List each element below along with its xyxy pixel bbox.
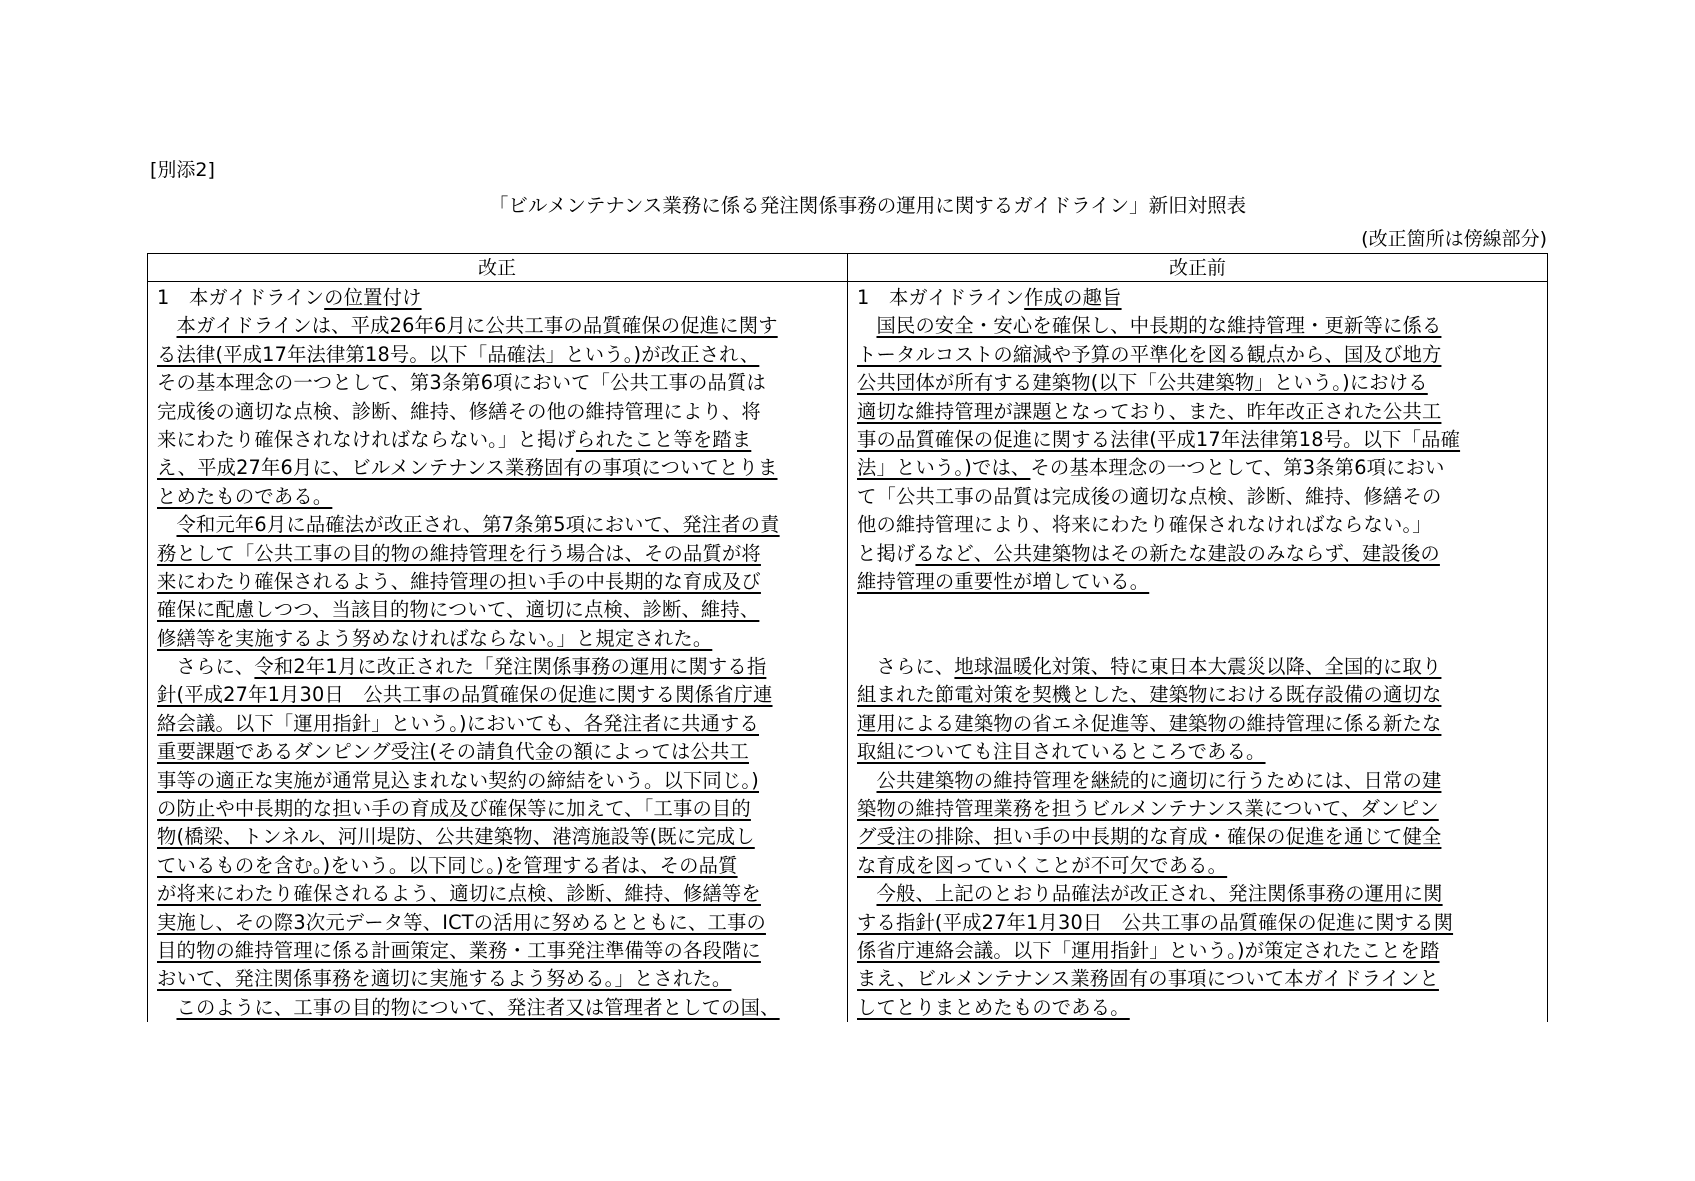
amended-text: が将来にわたり確保されるよう、適切に点検、診断、維持、修繕等を [157,882,761,906]
amended-text: 令和2年1月に改正された「発注関係事務の運用に関する指 [254,655,767,679]
column-header-revised: 改正 [477,257,516,279]
amended-text: してとりまとめたものである。 [857,995,1130,1019]
amended-text: 重要課題であるダンピング受注(その請負代金の額によっては公共工 [157,740,749,764]
text-line [157,909,837,937]
text-line [157,511,837,539]
text-line [157,568,837,596]
amended-text: 令和元年6月に品確法が改正され、第7条第5項において、発注者の責 [176,513,780,537]
text-line [857,852,1541,880]
text-line [857,398,1541,426]
amended-text: 事等の適正な実施が通常見込まれない契約の締結をいう。以下同じ。) [157,768,759,792]
amended-text: 今般、上記のとおり品確法が改正され、発注関係事務の運用に関 [876,882,1443,906]
amended-text: る法律(平成17年法律第18号。以下「品確法」という。)が改正され、 [157,342,760,366]
amended-text: 来にわたり確保されるよう、維持管理の担い手の中長期的な育成及び [157,569,761,593]
text-line [157,369,837,397]
column-header-before-revision: 改正前 [1168,257,1226,279]
text-line [857,823,1541,851]
amended-text: 本ガイドラインは、平成26年6月に公共工事の品質確保の促進に関す [176,314,778,338]
text-line [157,341,837,369]
text-segment: 来にわたり確保されなければならない。」と掲げ [157,427,576,451]
amended-text: とめたものである。 [157,484,333,508]
amended-text: 確保に配慮しつつ、当該目的物について、適切に点検、診断、維持、 [157,598,760,622]
text-line [157,483,837,511]
text-segment [857,314,876,337]
text-line [857,568,1541,596]
text-line [857,710,1541,738]
text-segment [157,996,176,1019]
amended-text: する指針(平成27年1月30日 公共工事の品質確保の促進に関する関 [857,910,1454,934]
amended-text: 絡会議。以下「運用指針」という。)においても、各発注者に共通する [157,711,759,735]
amended-text: 適切な維持管理が課題となっており、また、昨年改正された公共工 [857,399,1442,423]
text-segment [857,769,876,792]
text-line [157,540,837,568]
text-line [857,738,1541,766]
column-divider [847,253,848,1022]
text-line [157,767,837,795]
text-line [857,625,1541,653]
annex-label: [別添2] [150,159,215,181]
previous-text-column [857,284,1541,1022]
amended-text: 務として「公共工事の目的物の維持管理を行う場合は、その品質が将 [157,541,761,565]
amended-text: え、平成27年6月に、ビルメンテナンス業務固有の事項についてとりま [157,456,778,480]
revision-note: (改正箇所は傍線部分) [1361,228,1547,250]
amended-text: 物(橋梁、トンネル、河川堤防、公共建築物、港湾施設等(既に完成し [157,825,755,849]
text-line [157,965,837,993]
amended-text: の位置付け [324,286,422,309]
text-segment: さらに、 [857,655,955,679]
text-segment: その基本理念の一つとして、第3条第6項において「公共工事の品質は [157,371,766,395]
text-line [857,994,1541,1022]
text-line [157,284,837,312]
text-segment [857,882,876,905]
text-segment [157,314,176,337]
text-line [857,965,1541,993]
text-line [857,909,1541,937]
amended-text: トータルコストの縮減や予算の平準化を図る観点から、国及び地方 [857,342,1442,366]
text-segment: その基本理念の一つとして、第3条第6項におい [1030,456,1445,480]
text-line [857,937,1541,965]
text-segment: て「公共工事の品質は完成後の適切な点検、診断、維持、修繕その [857,484,1442,508]
text-segment [157,513,176,536]
header-divider [147,281,1548,282]
text-line [857,341,1541,369]
text-segment: 他の維持管理により、将来にわたり確保されなければならない。」 [857,513,1432,537]
text-line [157,880,837,908]
text-line [157,994,837,1022]
text-line [157,852,837,880]
amended-text: 運用による建築物の省エネ促進等、建築物の維持管理に係る新たな [857,711,1442,735]
text-segment: さらに、 [157,655,255,679]
text-line [157,312,837,340]
text-line [857,540,1541,568]
text-line [857,653,1541,681]
document-title: 「ビルメンテナンス業務に係る発注関係事務の運用に関するガイドライン」新旧対照表 [488,194,1247,217]
amended-text: 組まれた節電対策を契機とした、建築物における既存設備の適切な [857,683,1442,707]
text-line [857,369,1541,397]
text-segment: 1 本ガイドライン [857,286,1025,309]
amended-text: グ受注の排除、担い手の中長期的な育成・確保の促進を通じて健全 [857,825,1442,849]
text-line [157,937,837,965]
amended-text: の防止や中長期的な担い手の育成及び確保等に加えて、「工事の目的 [157,797,751,821]
text-line [857,511,1541,539]
text-line [157,653,837,681]
text-line [157,823,837,851]
text-line [857,596,1541,624]
amended-text: るなど、公共建築物はその新たな建設のみならず、建設後の [915,541,1440,565]
text-line [157,710,837,738]
text-line [857,312,1541,340]
amended-text: られたこと等を踏ま [575,427,752,451]
amended-text: 法」という。)では、 [857,456,1031,480]
text-line [157,625,837,653]
text-line [157,681,837,709]
text-line [857,483,1541,511]
amended-text: このように、工事の目的物について、発注者又は管理者としての国、 [176,995,780,1019]
revised-text-column [157,284,837,1022]
text-segment: と掲げ [857,541,916,565]
text-line [157,738,837,766]
text-line [857,454,1541,482]
amended-text: 取組についても注目されているところである。 [857,740,1266,764]
amended-text: 目的物の維持管理に係る計画策定、業務・工事発注準備等の各段階に [157,938,761,962]
text-line [157,454,837,482]
text-line [857,284,1541,312]
amended-text: ているものを含む。)をいう。以下同じ。)を管理する者は、その品質 [157,853,738,877]
amended-text: おいて、発注関係事務を適切に実施するよう努める。」とされた。 [157,967,732,991]
text-line [857,767,1541,795]
amended-text: 公共団体が所有する建築物(以下「公共建築物」という。)における [857,371,1428,395]
amended-text: 公共建築物の維持管理を継続的に適切に行うためには、日常の建 [876,768,1442,792]
text-segment: 1 本ガイドライン [157,286,325,309]
text-line [157,795,837,823]
text-line [157,398,837,426]
text-line [157,426,837,454]
amended-text: 針(平成27年1月30日 公共工事の品質確保の促進に関する関係省庁連 [157,683,773,707]
amended-text: 築物の維持管理業務を担うビルメンテナンス業について、ダンピン [857,797,1439,821]
amended-text: 係省庁連絡会議。以下「運用指針」という。)が策定されたことを踏 [857,938,1440,962]
amended-text: まえ、ビルメンテナンス業務固有の事項について本ガイドラインと [857,967,1439,991]
text-line [857,426,1541,454]
amended-text: 実施し、その際3次元データ等、ICTの活用に努めるとともに、工事の [157,910,766,934]
text-line [857,880,1541,908]
text-line [857,681,1541,709]
text-segment: 完成後の適切な点検、診断、維持、修繕その他の維持管理により、将 [157,399,761,423]
text-line [157,596,837,624]
amended-text: 国民の安全・安心を確保し、中長期的な維持管理・更新等に係る [876,314,1442,338]
amended-text: 作成の趣旨 [1024,286,1122,309]
amended-text: 修繕等を実施するよう努めなければならない。」と規定された。 [157,626,713,650]
amended-text: 地球温暖化対策、特に東日本大震災以降、全国的に取り [954,655,1442,679]
text-line [857,795,1541,823]
amended-text: な育成を図っていくことが不可欠である。 [857,853,1228,877]
amended-text: 維持管理の重要性が増している。 [857,569,1150,593]
amended-text: 事の品質確保の促進に関する法律(平成17年法律第18号。以下「品確 [857,427,1461,451]
